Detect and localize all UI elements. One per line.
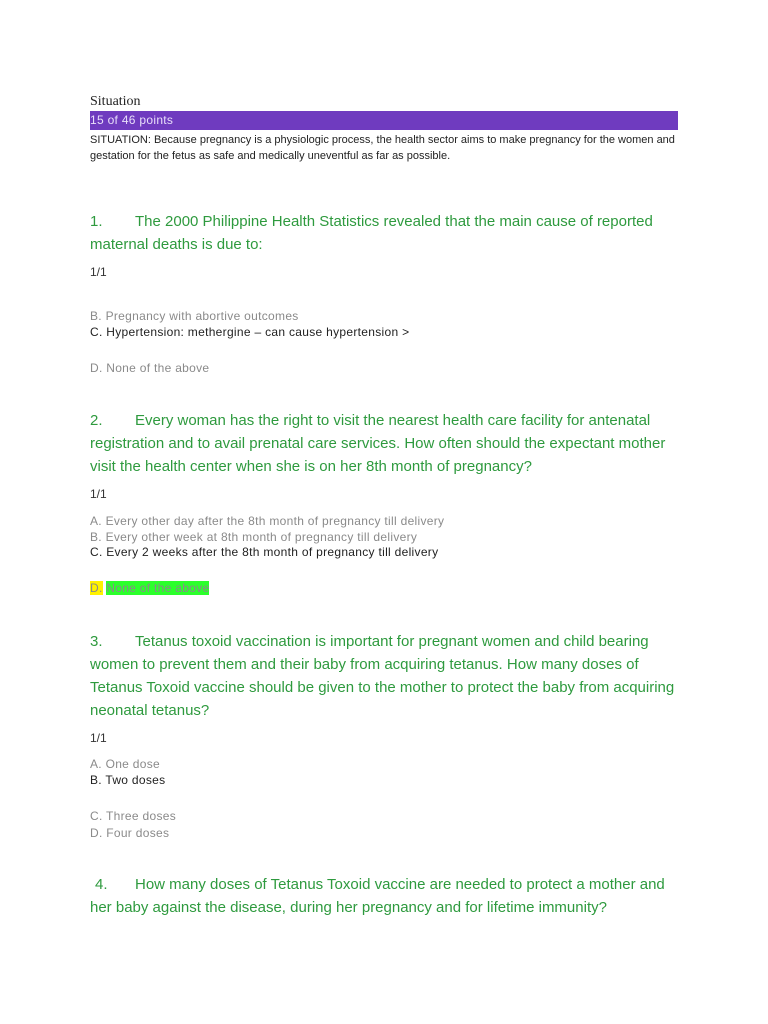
question-text: The 2000 Philippine Health Statistics revealed that the main cause of reported maternal deaths is due to:: [90, 213, 653, 253]
option-highlighted[interactable]: [90, 580, 209, 596]
question-4: [90, 873, 690, 919]
question-score: 1/1: [90, 265, 107, 279]
option-selected[interactable]: C. Every 2 weeks after the 8th month of pregnancy till delivery: [90, 545, 439, 559]
question-score: 1/1: [90, 731, 107, 745]
option-text: None of the above: [106, 581, 210, 595]
option[interactable]: A. Every other day after the 8th month of pregnancy till delivery: [90, 514, 445, 528]
option[interactable]: A. One dose: [90, 757, 161, 771]
question-2: [90, 409, 690, 478]
question-number: 1.: [90, 213, 103, 230]
question-number: 3.: [90, 633, 103, 650]
question-text: Tetanus toxoid vaccination is important for pregnant women and child bearing women to prevent them and their baby from acquiring tetanus. How many doses of Tetanus Toxoid vaccine should be given to the mother to protect the baby from acquiring neonatal tetanus?: [90, 633, 675, 719]
points-badge: 15 of 46 points: [90, 111, 678, 130]
option[interactable]: B. Every other week at 8th month of pregnancy till delivery: [90, 530, 418, 544]
option[interactable]: B. Pregnancy with abortive outcomes: [90, 309, 299, 323]
question-number: 2.: [90, 412, 103, 429]
question-number: 4.: [95, 876, 108, 893]
option[interactable]: D. Four doses: [90, 826, 170, 840]
option[interactable]: D. None of the above: [90, 361, 210, 375]
question-3: [90, 630, 690, 722]
option-selected[interactable]: C. Hypertension: methergine – can cause hypertension >: [90, 325, 410, 339]
option-letter: D.: [90, 581, 103, 595]
question-score: 1/1: [90, 487, 107, 501]
situation-text: SITUATION: Because pregnancy is a physiologic process, the health sector aims to make pregnancy for the women and gestation for the fetus as safe and medically uneventful as far as possible.: [90, 134, 675, 162]
option[interactable]: C. Three doses: [90, 809, 177, 823]
question-text: Every woman has the right to visit the nearest health care facility for antenatal registration and to avail prenatal care services. How often should the expectant mother visit the health center when she is on her 8th month of pregnancy?: [90, 412, 666, 475]
option-selected[interactable]: B. Two doses: [90, 773, 166, 787]
section-heading: Situation: [90, 94, 141, 109]
question-text: How many doses of Tetanus Toxoid vaccine are needed to protect a mother and her baby against the disease, during her pregnancy and for lifetime immunity?: [90, 876, 665, 916]
question-1: [90, 210, 690, 256]
